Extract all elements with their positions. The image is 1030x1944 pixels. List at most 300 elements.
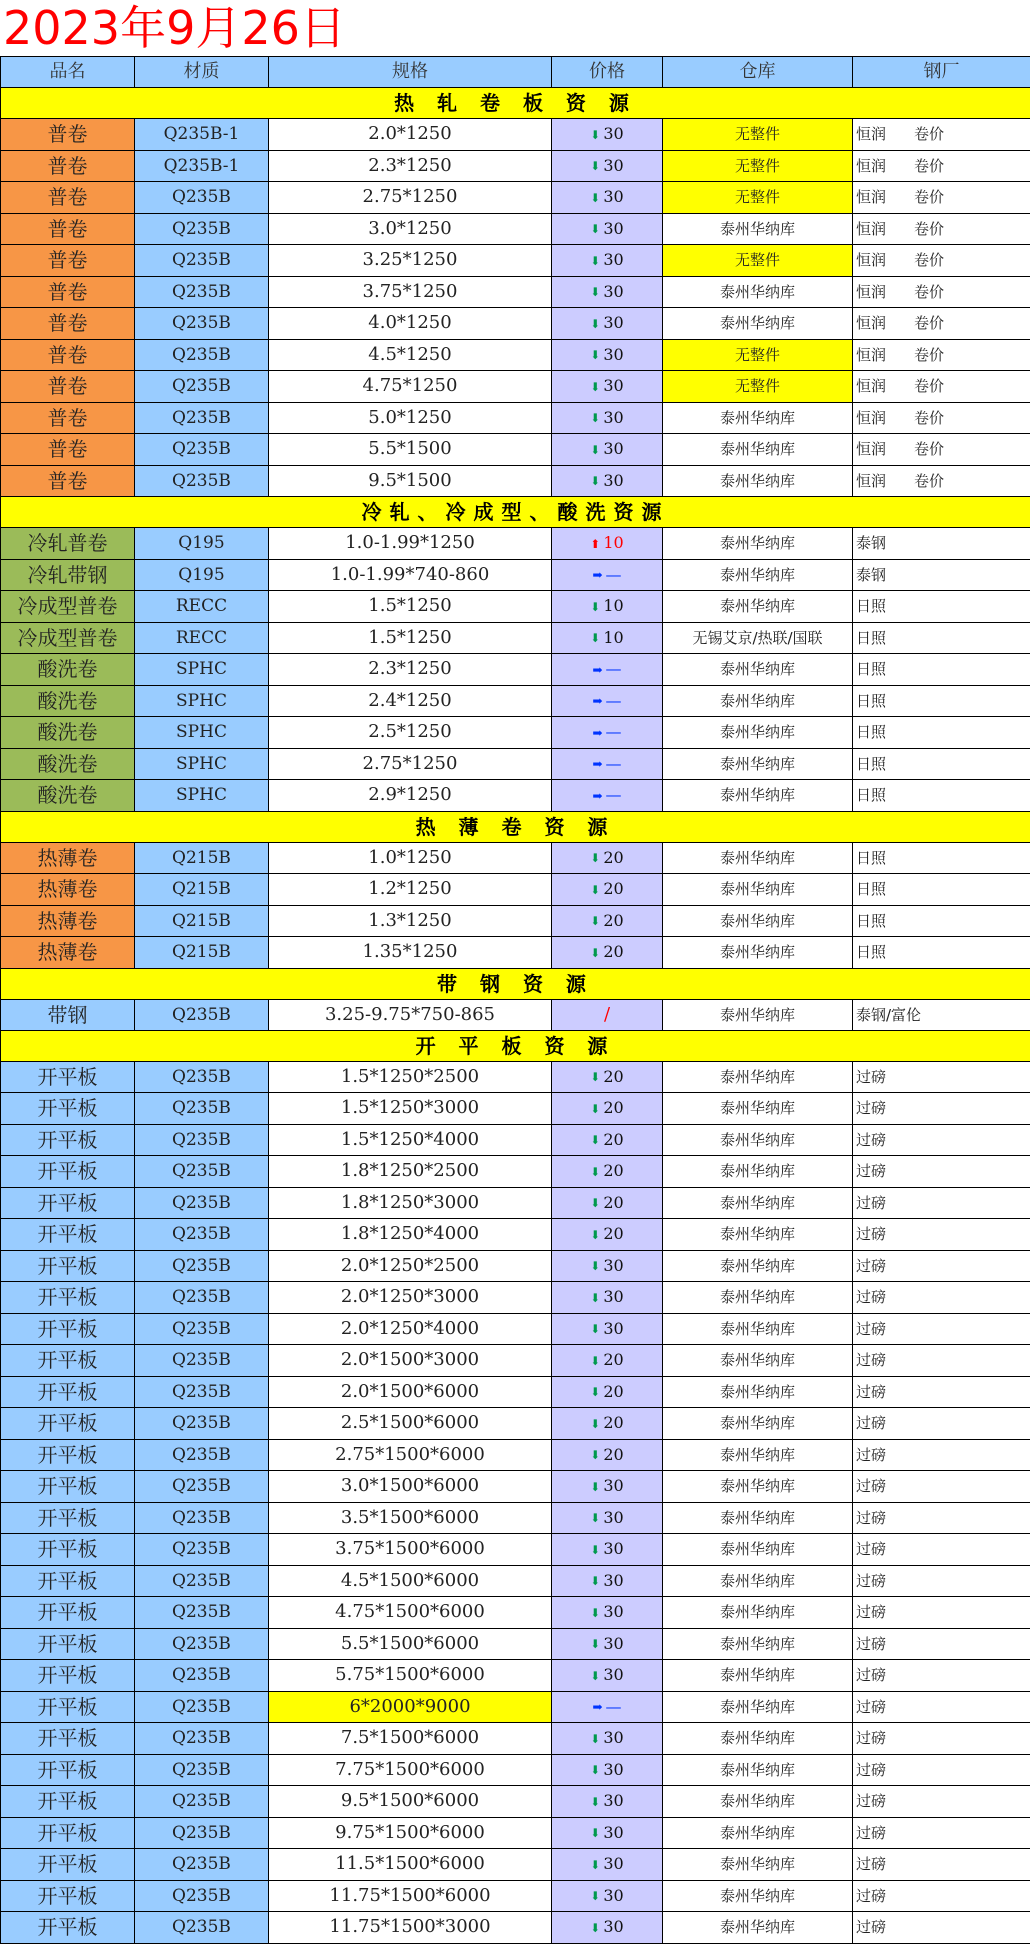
mill-name: 过磅 <box>856 1446 886 1464</box>
spec-cell: 7.75*1500*6000 <box>269 1754 552 1786</box>
warehouse-cell: 泰州华纳库 <box>663 874 853 906</box>
spec-cell: 9.5*1500*6000 <box>269 1786 552 1818</box>
material-cell: Q235B <box>135 1849 269 1881</box>
material-cell: Q235B <box>135 1282 269 1314</box>
material-cell: Q235B <box>135 1912 269 1944</box>
warehouse-cell: 泰州华纳库 <box>663 1471 853 1503</box>
mill-cell <box>853 654 1030 686</box>
table-row <box>1 685 1030 717</box>
spec-cell: 2.0*1500*6000 <box>269 1376 552 1408</box>
mill-name: 日照 <box>856 692 886 710</box>
product-name-cell: 开平板 <box>1 1786 135 1818</box>
mill-name: 过磅 <box>856 1855 886 1873</box>
price-basis-note: 卷价 <box>914 409 944 427</box>
product-name-cell: 开平板 <box>1 1313 135 1345</box>
arrow-down-icon: ⬇ <box>590 623 600 653</box>
price-basis-note: 卷价 <box>914 472 944 490</box>
price-change-cell <box>552 780 663 812</box>
arrow-down-icon: ⬇ <box>590 1094 600 1124</box>
spec-cell: 4.5*1250 <box>269 339 552 371</box>
mill-cell <box>853 748 1030 780</box>
spec-cell: 2.0*1250*4000 <box>269 1313 552 1345</box>
material-cell: Q235B <box>135 245 269 277</box>
mill-cell <box>853 1849 1030 1881</box>
table-row <box>1 1250 1030 1282</box>
product-name-cell: 冷成型普卷 <box>1 591 135 623</box>
arrow-down-icon: ⬇ <box>590 372 600 402</box>
price-value: 30 <box>603 1256 623 1275</box>
price-change-cell <box>552 434 663 466</box>
mill-name: 过磅 <box>856 1068 886 1086</box>
mill-cell <box>853 685 1030 717</box>
material-cell: Q235B <box>135 999 269 1030</box>
mill-cell <box>853 717 1030 749</box>
mill-cell <box>853 371 1030 403</box>
warehouse-cell: 泰州华纳库 <box>663 1565 853 1597</box>
mill-name: 泰钢/富伦 <box>856 1006 921 1024</box>
table-row <box>1 717 1030 749</box>
material-cell: RECC <box>135 591 269 623</box>
arrow-down-icon: ⬇ <box>590 938 600 968</box>
spec-cell: 3.5*1500*6000 <box>269 1502 552 1534</box>
price-value: 30 <box>603 1476 623 1495</box>
mill-cell <box>853 1534 1030 1566</box>
table-row <box>1 339 1030 371</box>
material-cell: SPHC <box>135 717 269 749</box>
warehouse-cell: 泰州华纳库 <box>663 1124 853 1156</box>
warehouse-cell: 泰州华纳库 <box>663 1187 853 1219</box>
price-change-cell <box>552 1093 663 1125</box>
arrow-down-icon: ⬇ <box>590 1409 600 1439</box>
price-change-cell <box>552 213 663 245</box>
material-cell: Q235B <box>135 1187 269 1219</box>
mill-cell <box>853 1597 1030 1629</box>
section-title: 热 薄 卷 资 源 <box>1 811 1030 842</box>
mill-cell <box>853 465 1030 497</box>
table-row <box>1 1912 1030 1944</box>
table-row <box>1 1502 1030 1534</box>
material-cell: Q235B <box>135 213 269 245</box>
arrow-down-icon: ⬇ <box>590 1724 600 1754</box>
warehouse-cell: 泰州华纳库 <box>663 685 853 717</box>
spec-cell: 9.75*1500*6000 <box>269 1817 552 1849</box>
arrow-down-icon: ⬇ <box>590 120 600 150</box>
price-value: / <box>604 1004 610 1025</box>
material-cell: Q235B <box>135 1250 269 1282</box>
mill-name: 过磅 <box>856 1729 886 1747</box>
warehouse-cell: 泰州华纳库 <box>663 842 853 874</box>
material-cell: Q235B <box>135 1786 269 1818</box>
arrow-down-icon: ⬇ <box>590 151 600 181</box>
mill-cell <box>853 1124 1030 1156</box>
product-name-cell: 冷成型普卷 <box>1 622 135 654</box>
arrow-down-icon: ⬇ <box>590 1188 600 1218</box>
mill-name: 过磅 <box>856 1572 886 1590</box>
price-value: 30 <box>603 156 623 175</box>
mill-name: 恒润 <box>856 251 886 269</box>
product-name-cell: 开平板 <box>1 1219 135 1251</box>
material-cell: Q235B <box>135 1376 269 1408</box>
mill-name: 恒润 <box>856 283 886 301</box>
spec-cell: 1.2*1250 <box>269 874 552 906</box>
table-row <box>1 1061 1030 1093</box>
mill-name: 过磅 <box>856 1540 886 1558</box>
warehouse-cell: 泰州华纳库 <box>663 1250 853 1282</box>
arrow-down-icon: ⬇ <box>590 1661 600 1691</box>
product-name-cell: 热薄卷 <box>1 874 135 906</box>
mill-cell <box>853 559 1030 591</box>
material-cell: RECC <box>135 622 269 654</box>
arrow-down-icon: ⬇ <box>590 183 600 213</box>
mill-cell <box>853 245 1030 277</box>
price-change-cell <box>552 1187 663 1219</box>
arrow-down-icon: ⬇ <box>590 1062 600 1092</box>
price-value: 30 <box>603 282 623 301</box>
price-change-cell <box>552 1282 663 1314</box>
product-name-cell: 冷轧普卷 <box>1 528 135 560</box>
section-title: 热 轧 卷 板 资 源 <box>1 88 1030 119</box>
mill-cell <box>853 1912 1030 1944</box>
price-value: 30 <box>603 1602 623 1621</box>
mill-name: 过磅 <box>856 1351 886 1369</box>
price-value: 30 <box>603 1508 623 1527</box>
material-cell: Q235B <box>135 1093 269 1125</box>
mill-name: 日照 <box>856 597 886 615</box>
product-name-cell: 酸洗卷 <box>1 685 135 717</box>
arrow-down-icon: ⬇ <box>590 1535 600 1565</box>
arrow-down-icon: ⬇ <box>590 1566 600 1596</box>
price-change-cell <box>552 1723 663 1755</box>
material-cell: Q235B <box>135 371 269 403</box>
price-table <box>0 56 1030 1944</box>
material-cell: Q235B <box>135 1565 269 1597</box>
price-value: — <box>606 722 622 741</box>
price-value: 30 <box>603 471 623 490</box>
mill-cell <box>853 780 1030 812</box>
warehouse-cell: 泰州华纳库 <box>663 999 853 1030</box>
header-name: 品名 <box>1 57 135 88</box>
product-name-cell: 开平板 <box>1 1187 135 1219</box>
section-title: 带 钢 资 源 <box>1 968 1030 999</box>
spec-cell: 2.5*1500*6000 <box>269 1408 552 1440</box>
price-change-cell <box>552 528 663 560</box>
mill-cell <box>853 1565 1030 1597</box>
product-name-cell: 酸洗卷 <box>1 748 135 780</box>
table-row <box>1 748 1030 780</box>
material-cell: SPHC <box>135 654 269 686</box>
warehouse-cell: 泰州华纳库 <box>663 465 853 497</box>
table-row <box>1 1156 1030 1188</box>
price-basis-note: 卷价 <box>914 283 944 301</box>
mill-name: 恒润 <box>856 377 886 395</box>
material-cell: Q235B <box>135 1597 269 1629</box>
price-change-cell <box>552 999 663 1030</box>
price-change-cell <box>552 1124 663 1156</box>
mill-cell <box>853 213 1030 245</box>
mill-name: 过磅 <box>856 1918 886 1936</box>
material-cell: Q235B <box>135 1061 269 1093</box>
arrow-down-icon: ⬇ <box>590 1503 600 1533</box>
material-cell: Q235B <box>135 1471 269 1503</box>
product-name-cell: 开平板 <box>1 1565 135 1597</box>
table-row <box>1 1376 1030 1408</box>
material-cell: Q195 <box>135 559 269 591</box>
section-header-row <box>1 968 1030 999</box>
price-value: 30 <box>603 313 623 332</box>
warehouse-cell: 无整件 <box>663 371 853 403</box>
price-value: 30 <box>603 345 623 364</box>
mill-name: 过磅 <box>856 1698 886 1716</box>
arrow-down-icon: ⬇ <box>590 875 600 905</box>
mill-name: 日照 <box>856 723 886 741</box>
mill-cell <box>853 1660 1030 1692</box>
spec-cell: 5.5*1500*6000 <box>269 1628 552 1660</box>
arrow-right-icon: ➡ <box>592 686 602 716</box>
product-name-cell: 普卷 <box>1 213 135 245</box>
warehouse-cell: 泰州华纳库 <box>663 1723 853 1755</box>
material-cell: Q235B <box>135 339 269 371</box>
price-basis-note: 卷价 <box>914 220 944 238</box>
mill-cell <box>853 528 1030 560</box>
warehouse-cell: 泰州华纳库 <box>663 1691 853 1723</box>
spec-cell: 3.75*1500*6000 <box>269 1534 552 1566</box>
table-row <box>1 1817 1030 1849</box>
arrow-down-icon: ⬇ <box>590 246 600 276</box>
table-row <box>1 654 1030 686</box>
product-name-cell: 普卷 <box>1 339 135 371</box>
warehouse-cell: 泰州华纳库 <box>663 1282 853 1314</box>
product-name-cell: 开平板 <box>1 1691 135 1723</box>
mill-cell <box>853 150 1030 182</box>
price-value: 30 <box>603 1571 623 1590</box>
mill-name: 日照 <box>856 629 886 647</box>
product-name-cell: 酸洗卷 <box>1 717 135 749</box>
price-value: 30 <box>603 1287 623 1306</box>
price-change-cell <box>552 1817 663 1849</box>
material-cell: Q195 <box>135 528 269 560</box>
arrow-down-icon: ⬇ <box>590 277 600 307</box>
warehouse-cell: 无整件 <box>663 182 853 214</box>
table-row <box>1 1471 1030 1503</box>
price-value: 20 <box>603 1382 623 1401</box>
price-change-cell <box>552 1313 663 1345</box>
arrow-down-icon: ⬇ <box>590 1598 600 1628</box>
mill-name: 恒润 <box>856 472 886 490</box>
table-row <box>1 874 1030 906</box>
table-row <box>1 1124 1030 1156</box>
warehouse-cell: 无整件 <box>663 150 853 182</box>
arrow-down-icon: ⬇ <box>590 1881 600 1911</box>
product-name-cell: 酸洗卷 <box>1 654 135 686</box>
product-name-cell: 开平板 <box>1 1250 135 1282</box>
warehouse-cell: 泰州华纳库 <box>663 1061 853 1093</box>
product-name-cell: 开平板 <box>1 1817 135 1849</box>
mill-cell <box>853 1376 1030 1408</box>
material-cell: Q235B <box>135 1502 269 1534</box>
warehouse-cell: 泰州华纳库 <box>663 748 853 780</box>
price-basis-note: 卷价 <box>914 125 944 143</box>
mill-cell <box>853 1502 1030 1534</box>
arrow-down-icon: ⬇ <box>590 1346 600 1376</box>
price-value: 10 <box>603 628 623 647</box>
price-change-cell <box>552 874 663 906</box>
material-cell: Q235B <box>135 1691 269 1723</box>
price-value: 20 <box>603 1098 623 1117</box>
product-name-cell: 普卷 <box>1 308 135 340</box>
mill-name: 过磅 <box>856 1225 886 1243</box>
mill-cell <box>853 1408 1030 1440</box>
table-row <box>1 1849 1030 1881</box>
spec-cell: 1.0-1.99*740-860 <box>269 559 552 591</box>
price-basis-note: 卷价 <box>914 440 944 458</box>
spec-cell: 4.75*1500*6000 <box>269 1597 552 1629</box>
arrow-down-icon: ⬇ <box>590 1377 600 1407</box>
warehouse-cell: 泰州华纳库 <box>663 905 853 937</box>
mill-cell <box>853 182 1030 214</box>
spec-cell: 2.75*1250 <box>269 748 552 780</box>
spec-cell: 4.75*1250 <box>269 371 552 403</box>
table-row <box>1 559 1030 591</box>
spec-cell: 3.0*1250 <box>269 213 552 245</box>
mill-name: 日照 <box>856 943 886 961</box>
price-change-cell <box>552 150 663 182</box>
mill-name: 过磅 <box>856 1509 886 1527</box>
table-row <box>1 119 1030 151</box>
mill-name: 过磅 <box>856 1635 886 1653</box>
table-row <box>1 1691 1030 1723</box>
spec-cell: 1.5*1250*3000 <box>269 1093 552 1125</box>
mill-cell <box>853 1754 1030 1786</box>
price-value: 30 <box>603 439 623 458</box>
spec-cell: 1.35*1250 <box>269 937 552 969</box>
mill-cell <box>853 339 1030 371</box>
arrow-down-icon: ⬇ <box>590 403 600 433</box>
table-row <box>1 150 1030 182</box>
price-change-cell <box>552 1376 663 1408</box>
arrow-down-icon: ⬇ <box>590 309 600 339</box>
table-row <box>1 1093 1030 1125</box>
mill-cell <box>853 119 1030 151</box>
mill-cell <box>853 1723 1030 1755</box>
price-change-cell <box>552 1061 663 1093</box>
price-change-cell <box>552 1565 663 1597</box>
warehouse-cell: 泰州华纳库 <box>663 591 853 623</box>
price-change-cell <box>552 1849 663 1881</box>
product-name-cell: 开平板 <box>1 1912 135 1944</box>
product-name-cell: 热薄卷 <box>1 937 135 969</box>
mill-cell <box>853 999 1030 1030</box>
arrow-right-icon: ➡ <box>592 749 602 779</box>
price-table-body <box>1 57 1030 1944</box>
warehouse-cell: 泰州华纳库 <box>663 1345 853 1377</box>
mill-name: 日照 <box>856 912 886 930</box>
section-header-row <box>1 497 1030 528</box>
table-row <box>1 622 1030 654</box>
mill-name: 日照 <box>856 880 886 898</box>
mill-name: 恒润 <box>856 314 886 332</box>
mill-cell <box>853 905 1030 937</box>
section-header-row <box>1 88 1030 119</box>
price-change-cell <box>552 1880 663 1912</box>
product-name-cell: 开平板 <box>1 1597 135 1629</box>
mill-name: 过磅 <box>856 1824 886 1842</box>
spec-cell: 1.8*1250*3000 <box>269 1187 552 1219</box>
material-cell: Q235B <box>135 276 269 308</box>
product-name-cell: 开平板 <box>1 1439 135 1471</box>
spec-cell: 2.75*1250 <box>269 182 552 214</box>
mill-cell <box>853 1471 1030 1503</box>
spec-cell: 2.4*1250 <box>269 685 552 717</box>
price-value: 20 <box>603 879 623 898</box>
material-cell: Q235B <box>135 1408 269 1440</box>
mill-name: 日照 <box>856 849 886 867</box>
material-cell: Q235B <box>135 1124 269 1156</box>
table-row <box>1 1754 1030 1786</box>
material-cell: SPHC <box>135 685 269 717</box>
price-change-cell <box>552 182 663 214</box>
spec-cell: 11.75*1500*6000 <box>269 1880 552 1912</box>
price-change-cell <box>552 622 663 654</box>
mill-cell <box>853 937 1030 969</box>
product-name-cell: 酸洗卷 <box>1 780 135 812</box>
price-value: — <box>606 691 622 710</box>
product-name-cell: 普卷 <box>1 276 135 308</box>
mill-name: 恒润 <box>856 409 886 427</box>
material-cell: Q215B <box>135 842 269 874</box>
product-name-cell: 普卷 <box>1 150 135 182</box>
product-name-cell: 开平板 <box>1 1345 135 1377</box>
price-change-cell <box>552 1345 663 1377</box>
price-value: — <box>606 565 622 584</box>
price-value: 10 <box>603 596 623 615</box>
spec-cell: 2.0*1250 <box>269 119 552 151</box>
price-value: 10 <box>603 533 623 552</box>
price-value: 30 <box>603 1634 623 1653</box>
mill-cell <box>853 1345 1030 1377</box>
product-name-cell: 开平板 <box>1 1471 135 1503</box>
table-row <box>1 591 1030 623</box>
price-value: 20 <box>603 1445 623 1464</box>
material-cell: Q235B <box>135 1345 269 1377</box>
price-value: — <box>606 785 622 804</box>
product-name-cell: 开平板 <box>1 1376 135 1408</box>
arrow-down-icon: ⬇ <box>590 1472 600 1502</box>
price-value: 20 <box>603 848 623 867</box>
arrow-down-icon: ⬇ <box>590 214 600 244</box>
warehouse-cell: 无整件 <box>663 245 853 277</box>
table-row <box>1 465 1030 497</box>
spec-cell: 2.0*1250*2500 <box>269 1250 552 1282</box>
mill-name: 过磅 <box>856 1603 886 1621</box>
warehouse-cell: 泰州华纳库 <box>663 1219 853 1251</box>
table-row <box>1 905 1030 937</box>
warehouse-cell: 无整件 <box>663 339 853 371</box>
spec-cell: 2.75*1500*6000 <box>269 1439 552 1471</box>
mill-cell <box>853 276 1030 308</box>
table-row <box>1 999 1030 1030</box>
price-value: — <box>606 1697 622 1716</box>
price-value: 20 <box>603 1161 623 1180</box>
product-name-cell: 开平板 <box>1 1282 135 1314</box>
product-name-cell: 开平板 <box>1 1408 135 1440</box>
price-value: 30 <box>603 1319 623 1338</box>
price-value: 30 <box>603 219 623 238</box>
product-name-cell: 开平板 <box>1 1660 135 1692</box>
mill-name: 过磅 <box>856 1320 886 1338</box>
arrow-down-icon: ⬇ <box>590 1850 600 1880</box>
material-cell: Q235B <box>135 434 269 466</box>
mill-name: 泰钢 <box>856 534 886 552</box>
